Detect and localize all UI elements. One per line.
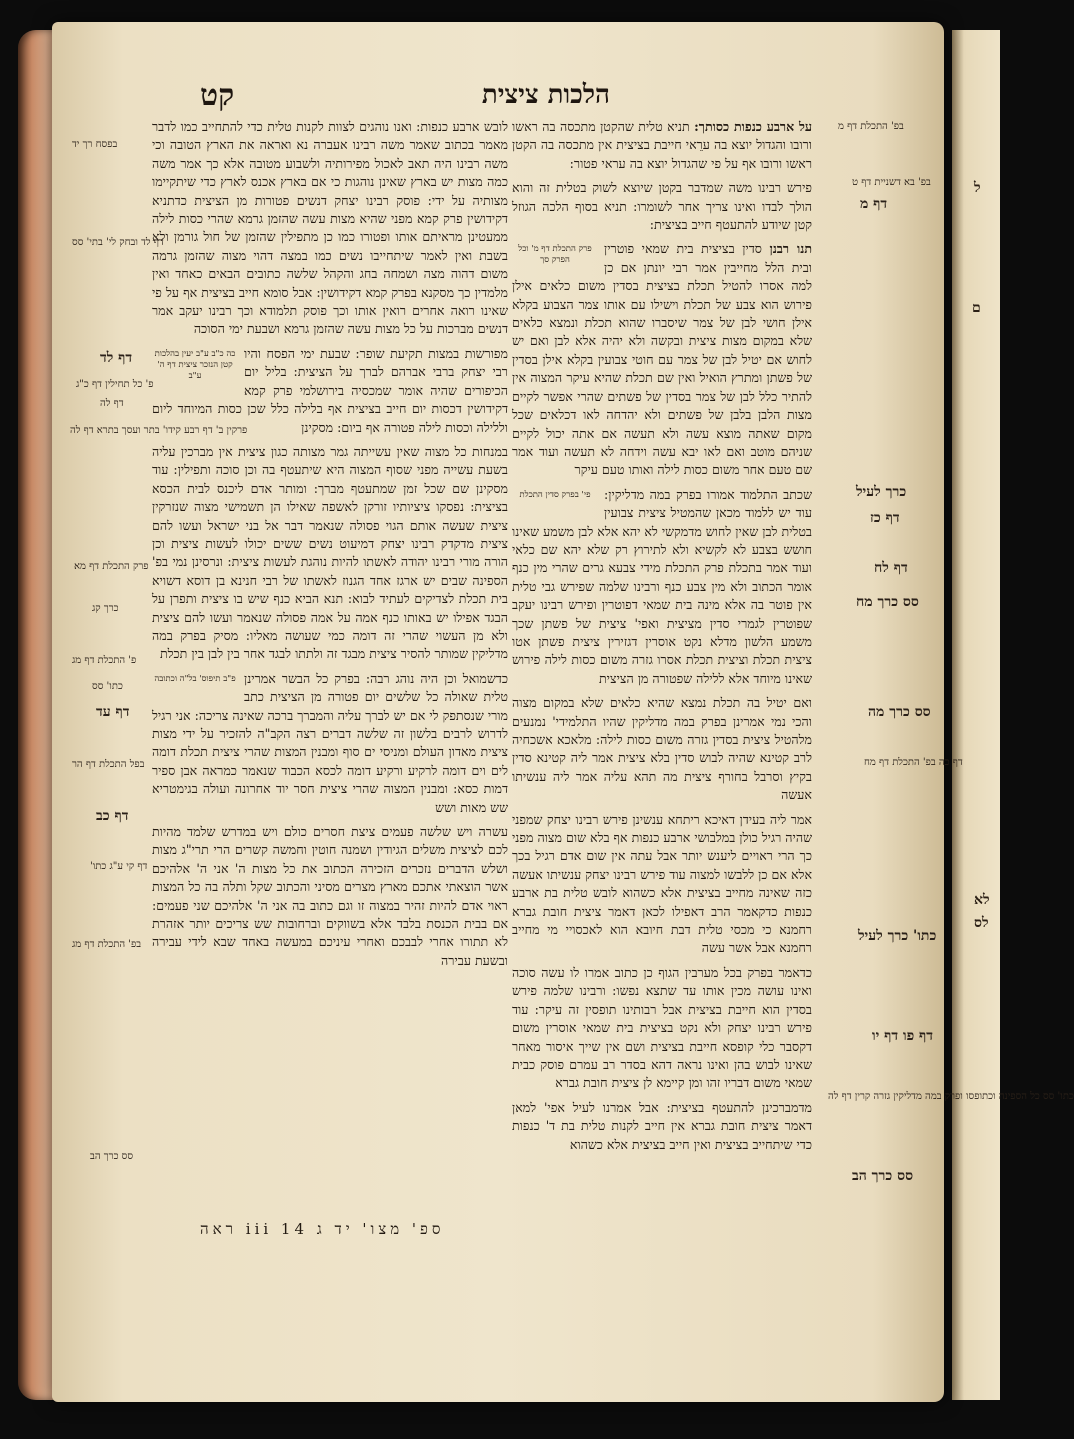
text-column-left bbox=[152, 118, 508, 976]
margin-note: דף לה bbox=[100, 398, 124, 409]
margin-note: דף לד bbox=[100, 350, 133, 366]
margin-note: בפל התכלת דף הר bbox=[72, 759, 145, 770]
paragraph-text: ואם יטיל בה תכלת נמצא שהיא כלאים שלא במקום מצוה והכי נמי אמרינן בפרק במה מדליקין שהיו התלמידי' נמנעים מלהטיל ציצית בסדין גזרה משום כסות לילה: מלאכא אשכחיה לרב קטינא שהיה לבוש סדין בלא ציצית אמר ליה קטינא סדין בקיץ וסרבל בחורף ציצית מה תהא עליה אמר ליה ענשיתו אעשה bbox=[512, 695, 812, 803]
paragraph-text: כדאמר בפרק בכל מערבין הגוף כן כתוב אמרו לו עשה סוכה ואינו עושה מכין אותו עד שתצא נפשו: ורבינו שלמה פירש בסדין הוא חייבת בציצית אבל רבותינו תופסין זה עיקר: עוד פירש רבינו יצחק ולא נקט בציצית בית שמאי אוסרין משום דקסבר כלי קופסא חייבת בציצית ושם אין שייך איסור מאחר שאינו לבוש בהן ואינו נראה דהא בסדר רב עמרם פוסק כבית שמאי משום דבריו זהו ומן קיימא לן ציצית חובת גברא bbox=[512, 964, 812, 1091]
paragraph bbox=[512, 240, 812, 479]
paragraph bbox=[152, 823, 508, 970]
margin-note: פרק התכלת דף מא bbox=[74, 561, 149, 572]
running-head: הלכות ציצית bbox=[481, 80, 610, 110]
margin-note: דף לח bbox=[874, 560, 908, 576]
inset-note: פרק התכלת דף מ' וכל הפרק סך bbox=[518, 244, 592, 266]
paragraph-text: אמר ליה בעידן דאיכא ריתחא ענשינן פירש רבינו יצחק שמפני שהיה רגיל כולן במלבושי ארבע כנפות אף בלא שום מצוה מפני כך הרי ראויים ליענש יותר אבל עתה אין שום אדם רגיל בכך אלא אם כן ללבשו למצוה עוד פירש רבינו יצחק ענשיתו אעשה כזה שאינה מחייב בציצית אלא כשהוא לובש טלית בת ארבע כנפות כדקאמר הרב דאפילו לכאן דאמר ציצית חובת גברא רחמנא כי מכסי טלית דבת חיובא הוא לאכסויי מי מחייב רחמנא אבל אשר עשה bbox=[512, 811, 812, 956]
margin-note: כרך קג bbox=[92, 603, 119, 614]
margin-note: דף קי ע"ג כתו' bbox=[90, 861, 148, 872]
margin-note: סס כרך מה bbox=[868, 704, 931, 720]
paragraph-text: כדשמואל וכן היה נוהג רבה: בפרק כל הבשר אמרינן טלית שאולה כל שלשים יום פטורה מן הציצית כתב מורי שנסתפק לי אם יש לברך עליה והמברך ברכה שאינה צריכה: אני רגיל לדרוש לרבים בלשון זה שלשה דברים רצה הקב"ה להזכיר על ידי מצות ציצית מאדון העולם ומניסי ים סוף ומבנין המצות שהרי ציצית תכלת דומה לים וים דומה לרקיע ורקיע דומה לכסא הכבוד שנאמר כמראה אבן ספיר דמות כסא: ומבנין המצוה שהרי ציצית חסר יוד אחרונה ועולה בגימטריא שש מאות ושש bbox=[152, 670, 508, 815]
facing-glyph: ל bbox=[974, 180, 981, 196]
margin-note: סס כרך מח bbox=[856, 594, 919, 610]
inset-note: פ"ב תיפוס' בל"ה וכתובה bbox=[154, 673, 236, 684]
margin-note: דף כז bbox=[870, 510, 900, 526]
paragraph bbox=[512, 179, 812, 234]
margin-note: דף מ bbox=[860, 196, 888, 212]
paragraph bbox=[512, 694, 812, 804]
margin-note: דף כה בפ' התכלת דף מח bbox=[864, 757, 963, 768]
paragraph-text: סדין בציצית בית שמאי פוטרין ובית הלל מחייבין אמר רבי יונתן אם כן למה אסרו להטיל תכלת בציצית בסדין משום כלאים אילן פירוש הוא צבע של תכלת וישילו עם אותו צמר הצבוע בקלא אילן חושי לבן של צמר שיסברו שהוא תכלת ונמצא כלאים שלא במקום מצות ציצית ובקשה ולא יהיה אלא לבן ואם יש לחוש אם יטיל לבן של צמר עם חוטי צבועין בקלא אילן בסדין של פשתן ומתרץ הואיל ואין שם תכלת שהיא עיקר המצוה אין להתיר כלל לבן של צמר בסדין של פשתים שהרי אפשר לקיים מצות הלבן בלבן של פשתים ולא יהדחה לאו דכלאים שכל מקום שאתה מוצא עשה ולא תעשה אם אתה יכול לקיים שניהם מוטב ואם לאו יבא עשה וידחה לא תעשה ועוד אמר שם טעם אחר משום כסות לילה ואותו טעם עיקר bbox=[512, 241, 812, 478]
paragraph-text: לובש ארבע כנפות: ואנו נוהגים לצוות לקנות טלית כדי להתחייב כמו לדבר מאמר בכתוב שאמר משה רבינו אעברה נא ואראה את הארץ הטובה וכי משה רבינו היה תאב לאכול מפירותיה ולשבוע מטובה אלא כך אמר משה כמה מצות יש בארץ שאינן נוהגות כי אם בארץ אכנס לארץ כדי שיתקיימו מצותיה על ידי: פוסק רבינו יצחק דנשים פטורות מן הציצית כדתניא דקידושין פרק קמא מפני שהיא מצות עשה שהזמן גרמא שהרי כסות לילה ממעטינן מראיתם אותו ופטורו כמו כן מתפילין שהזמן של חול גורמן ולא בשבת ואין לאמר שיתחייבו נשים כמו במצה דהוי מצוה שהזמן גרמה משום דהוה מצה ושמחה בחג והקהל שלשה כתובים הבאים כאחד ואין מלמדין כך מסקנא בפרק קמא דקידושין: אבל סומא חייב בציצית אף על פי שאינו רואה אחרים רואין אותו וכך פוסק תלמודא וכך רבינו יעקב אמר דנשים מברכות על כל מצות עשה שהזמן גרמא ושבעת ימי הסוכה bbox=[152, 119, 508, 337]
paragraph-text: מפורשות במצות תקיעת שופר: שבעת ימי הפסח והיו רבי יצחק ברבי אברהם לברך על הציצית: בליל יום הכיפורים שהיה אומר שמכסיה בירושלמי פרק קמא דקידושין דכסות יום חייב בציצית אף בלילה כלל שכן כסות המיוחד ליום וללילה וכסות לילה פטורה אף ביום: מסקינן bbox=[152, 345, 508, 435]
margin-note: בפ' התכלת דף מג bbox=[72, 939, 142, 950]
margin-note: פ' כל תחילין דף כ"ג bbox=[76, 379, 154, 390]
paragraph-text: במנחות כל מצוה שאין עשייתה גמר מצותה כגון ציצית אין מברכין עליה בשעת עשייה מפני שסוף המצוה היא שיתעטף בה וכן סוכה ותפילין: עוד מסקינן שם שכל זמן שמתעטף מברך: ומותר אדם ליכנס לבית הכסא בציצית: נפסקו ציציותיו זורקן לאשפה שאילו הן תשמישי מצוה שנזרקין ציצית שעשה אותם הגוי פסולה שנאמר דבר אל בני ישראל ועשו להם ציצית מדקדק רבינו יצחק דמיעוט נשים ששים יכולו לעשות ציצית וכן הורה מורי רבינו יהודה לאשתו להיות נוהגת לעשות ציצית: ונרסינן נמי בפ' הספינה שבים יש ארגז אחד הגנוז לאשתו של רבי חנינא בן דוסא דשויא בית תכלת לצדיקים לעתיד לבוא: תנא הביא כנף שיש בו ציצית ותפרן על הבגד אפילו יש באותו כנף אמה על אמה פסולה שנאמר ועשו להם ציצית ולא מן העשוי שהרי זה דומה כמי שעושה מאליו: מסיק בפרק במה מדליקין שמותר להסיר ציצית מבגד זה ולתתו לבגד אחר בין לבן בין תכלת bbox=[152, 443, 508, 662]
margin-note: סס כרך הב bbox=[90, 1151, 134, 1162]
paragraph bbox=[512, 1099, 812, 1154]
facing-glyph: לס bbox=[974, 915, 989, 931]
paragraph bbox=[512, 811, 812, 958]
paragraph-text: פירש רבינו משה שמדבר בקטן שיוצא לשוק בטלית זה והוא הולך לבדו ואינו צריך אחר לשומרו: תניא בסוף הלכה הגוזל קטן שיודע להתעטף חייב בציצית: bbox=[512, 180, 812, 233]
margin-note: סס כרך הב bbox=[852, 1168, 914, 1184]
paragraph bbox=[512, 964, 812, 1093]
margin-note: בפ' התכלת דף מ bbox=[838, 121, 904, 132]
inset-note: כה כ"ב ע"ב יעין בהלכות קטן הנזכר ציצית דף ה' ע"ב bbox=[154, 348, 236, 381]
paragraph-text: תניא טלית שהקטן מתכסה בה ראשו ורובו והגדול יוצא בה ערֵאי חייבת בציצית אין מתכסה בה הקטן ראשו ורובו אף על פי שהגדול יוצא בה עראי פטור: bbox=[512, 119, 812, 171]
facing-page-edge bbox=[952, 30, 1000, 1400]
paragraph bbox=[152, 443, 508, 664]
facing-glyph: ם bbox=[972, 300, 981, 316]
margin-note: דף לד ובחק לי' בתי' סס bbox=[72, 237, 164, 248]
folio-number: קט bbox=[200, 78, 235, 113]
lead-words: תנו רבנן bbox=[769, 241, 812, 257]
margin-note: כרך לעיל bbox=[856, 484, 907, 500]
margin-note: דף כב bbox=[96, 808, 129, 824]
page-header bbox=[130, 72, 930, 122]
margin-note: בפ' בא דשניית דף ט bbox=[852, 177, 931, 188]
margin-note: דף פו דף יו bbox=[872, 1028, 934, 1044]
margin-note: כתו' כרך לעיל bbox=[858, 928, 937, 944]
margin-note: דף עד bbox=[96, 704, 130, 720]
paragraph-text: שכתב התלמוד אמורו בפרק במה מדליקין: עוד יש ללמוד מכאן שהמטיל ציצית צבועין בטלית לבן שאין לחוש מדמקשי לא יהא אלא לבן משמע שאינו חושש בצבע לא לקשיא ולא לתירוץ רק שלא יהא שם כלאי ועוד אמר בתכלת פרק התכלת מידי צבעא גרים שהרי מין כנף אומר הכתוב ולא מין צבע כנף ורבינו שלמה שפירש גבי טלית אין פוטר בה אלא מינה בית שמאי דפוטרין ופירש רבינו יעקב שפוטרין לגמרי סדין מציצית ואפי' ציצית של פשתן שכך משמע הלשון מדלא נקט אוסרין דגזירין ציצית פשתן אטו ציצית תכלת וציצית תכלת אסרו גזרה משום כסות לילה פירוש שאינו מיוחד אלא ללילה שפטורה מן הציצית bbox=[512, 486, 812, 686]
facing-glyph: לא bbox=[974, 892, 990, 908]
paragraph bbox=[512, 118, 812, 173]
paragraph bbox=[152, 670, 508, 817]
margin-note: כתו' סס bbox=[92, 681, 123, 692]
text-column-right bbox=[512, 118, 812, 1160]
paragraph-text: עשרה ויש שלשה פעמים ציצת חסרים כולם ויש במדרש שלמד מהיות לכם לציצית משלים הגיודין ושמנה חוטין וחמשה קשרים הרי תרי"ג מצות ושלש הדברים נזכרים הזכירה הכתוב את כל מצות ה' אני ה' אלהיכם אשר הוצאתי אתכם מארץ מצרים מסיני והכתוב שקל ותלה בה כל המצות ראוי אדם להיות זהיר במצוה זו וגם כתוב בה אני ה' אלהיכם שני פעמים: אם בבית הכנסת בלבד אלא בשווקים וברחובות שש צריכים יותר אזהרת לא תתורו אחרי לבבכם ואחרי עיניכם במעשה באחד שבא לידי עבירה ובשעת עבירה bbox=[152, 824, 508, 968]
lead-words: על ארבע כנפות כסותך: bbox=[694, 119, 812, 134]
paragraph-text: מדמברכינן להתעטף בציצית: אבל אמרנו לעיל אפי' למאן דאמר ציצית חובת גברא אין חייב לקנות טלית בת ד' כנפות כדי שיתחייב בציצית ואין חייב בציצית אלא כשהוא bbox=[512, 1099, 812, 1152]
margin-note: פרקין ב' דף רבע קידו' בתר ועסך בתרא דף לה bbox=[70, 425, 248, 436]
margin-note: פ' התכלת דף מג bbox=[72, 655, 137, 666]
margin-note: כתו' סס כל הספינה וכתופסו ופרק במה מדליקין גזרה קרין דף לה bbox=[828, 1091, 1074, 1102]
catchword-line: ספ' מצו' יד ג iii 14 ראה bbox=[200, 1220, 445, 1238]
inset-note: פי' בפרק סדין התכלת bbox=[519, 489, 591, 500]
margin-note: בפסח רך יד bbox=[72, 139, 118, 150]
paragraph bbox=[512, 486, 812, 688]
paragraph bbox=[152, 118, 508, 339]
